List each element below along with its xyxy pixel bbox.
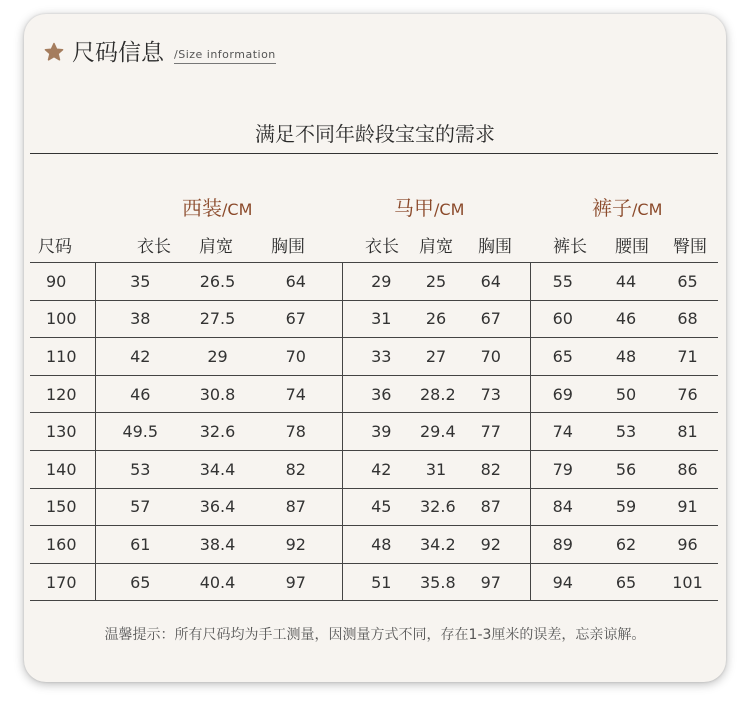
table-row <box>30 450 718 488</box>
column-header: 臀围 <box>673 237 707 257</box>
table-caption: 满足不同年龄段宝宝的需求 <box>255 122 495 146</box>
measurement-cell: 68 <box>657 300 718 338</box>
column-header: 肩宽 <box>199 237 233 257</box>
measurement-cell: 81 <box>657 413 718 451</box>
measurement-cell: 56 <box>595 450 657 488</box>
measurement-cell: 96 <box>657 526 718 564</box>
column-header: 胸围 <box>271 237 305 257</box>
measurement-cell: 78 <box>250 413 342 451</box>
star-icon <box>44 42 64 62</box>
page-title: 尺码信息 <box>72 40 164 66</box>
measurement-cell: 31 <box>420 450 452 488</box>
group-unit: /CM <box>434 200 465 219</box>
measurement-cell: 35.8 <box>420 563 452 601</box>
measurement-cell: 26 <box>420 300 452 338</box>
page-title-en: /Size information <box>174 48 276 64</box>
measurement-cell: 28.2 <box>420 375 452 413</box>
measurement-cell: 39 <box>342 413 420 451</box>
size-table-body <box>30 263 718 601</box>
group-header-pants <box>592 192 662 221</box>
measurement-cell: 84 <box>530 488 595 526</box>
group-name: 马甲 <box>394 196 434 220</box>
measurement-cell: 48 <box>342 526 420 564</box>
size-cell: 170 <box>30 563 95 601</box>
measurement-cell: 74 <box>250 375 342 413</box>
measurement-cell: 46 <box>95 375 185 413</box>
column-header: 衣长 <box>365 237 399 257</box>
measurement-cell: 45 <box>342 488 420 526</box>
column-header: 衣长 <box>137 237 171 257</box>
measurement-cell: 62 <box>595 526 657 564</box>
measurement-cell: 65 <box>595 563 657 601</box>
group-unit: /CM <box>632 200 663 219</box>
measurement-cell: 32.6 <box>185 413 250 451</box>
measurement-cell: 101 <box>657 563 718 601</box>
measurement-cell: 51 <box>342 563 420 601</box>
measurement-cell: 67 <box>452 300 530 338</box>
table-row <box>30 263 718 301</box>
measurement-cell: 71 <box>657 338 718 376</box>
group-unit: /CM <box>222 200 253 219</box>
measurement-cell: 25 <box>420 263 452 301</box>
tip-note: 温馨提示：所有尺码均为手工测量，因测量方式不同，存在1-3厘米的误差，忘亲谅解。 <box>104 627 646 643</box>
size-cell: 130 <box>30 413 95 451</box>
table-row <box>30 488 718 526</box>
measurement-cell: 34.2 <box>420 526 452 564</box>
measurement-cell: 94 <box>530 563 595 601</box>
table-row <box>30 300 718 338</box>
group-header-vest <box>394 192 464 221</box>
measurement-cell: 38.4 <box>185 526 250 564</box>
measurement-cell: 97 <box>452 563 530 601</box>
measurement-cell: 29 <box>185 338 250 376</box>
measurement-cell: 87 <box>250 488 342 526</box>
measurement-cell: 92 <box>452 526 530 564</box>
column-header-size: 尺码 <box>38 237 72 257</box>
table-row <box>30 413 718 451</box>
measurement-cell: 76 <box>657 375 718 413</box>
measurement-cell: 61 <box>95 526 185 564</box>
measurement-cell: 82 <box>452 450 530 488</box>
measurement-cell: 97 <box>250 563 342 601</box>
measurement-cell: 67 <box>250 300 342 338</box>
measurement-cell: 38 <box>95 300 185 338</box>
measurement-cell: 55 <box>530 263 595 301</box>
measurement-cell: 33 <box>342 338 420 376</box>
measurement-cell: 59 <box>595 488 657 526</box>
measurement-cell: 36.4 <box>185 488 250 526</box>
measurement-cell: 70 <box>452 338 530 376</box>
measurement-cell: 31 <box>342 300 420 338</box>
measurement-cell: 27 <box>420 338 452 376</box>
table-row <box>30 563 718 601</box>
column-header: 肩宽 <box>419 237 453 257</box>
measurement-cell: 73 <box>452 375 530 413</box>
column-header: 腰围 <box>615 237 649 257</box>
size-cell: 100 <box>30 300 95 338</box>
group-header-suit <box>182 192 252 221</box>
table-row <box>30 338 718 376</box>
measurement-cell: 42 <box>95 338 185 376</box>
column-header: 裤长 <box>553 237 587 257</box>
size-table <box>30 262 718 601</box>
measurement-cell: 50 <box>595 375 657 413</box>
measurement-cell: 69 <box>530 375 595 413</box>
measurement-cell: 82 <box>250 450 342 488</box>
size-cell: 150 <box>30 488 95 526</box>
measurement-cell: 53 <box>595 413 657 451</box>
column-header: 胸围 <box>478 237 512 257</box>
measurement-cell: 36 <box>342 375 420 413</box>
measurement-cell: 29.4 <box>420 413 452 451</box>
measurement-cell: 42 <box>342 450 420 488</box>
size-cell: 120 <box>30 375 95 413</box>
measurement-cell: 53 <box>95 450 185 488</box>
size-cell: 160 <box>30 526 95 564</box>
size-cell: 110 <box>30 338 95 376</box>
measurement-cell: 89 <box>530 526 595 564</box>
measurement-cell: 65 <box>95 563 185 601</box>
measurement-cell: 44 <box>595 263 657 301</box>
measurement-cell: 79 <box>530 450 595 488</box>
measurement-cell: 74 <box>530 413 595 451</box>
measurement-cell: 57 <box>95 488 185 526</box>
measurement-cell: 49.5 <box>95 413 185 451</box>
measurement-cell: 46 <box>595 300 657 338</box>
measurement-cell: 65 <box>530 338 595 376</box>
group-name: 西装 <box>182 196 222 220</box>
measurement-cell: 92 <box>250 526 342 564</box>
size-cell: 140 <box>30 450 95 488</box>
measurement-cell: 86 <box>657 450 718 488</box>
measurement-cell: 40.4 <box>185 563 250 601</box>
measurement-cell: 26.5 <box>185 263 250 301</box>
measurement-cell: 60 <box>530 300 595 338</box>
section-header <box>44 38 276 68</box>
measurement-cell: 70 <box>250 338 342 376</box>
measurement-cell: 65 <box>657 263 718 301</box>
measurement-cell: 30.8 <box>185 375 250 413</box>
measurement-cell: 77 <box>452 413 530 451</box>
measurement-cell: 87 <box>452 488 530 526</box>
measurement-cell: 32.6 <box>420 488 452 526</box>
measurement-cell: 29 <box>342 263 420 301</box>
measurement-cell: 64 <box>250 263 342 301</box>
measurement-cell: 27.5 <box>185 300 250 338</box>
table-row <box>30 375 718 413</box>
size-cell: 90 <box>30 263 95 301</box>
measurement-cell: 64 <box>452 263 530 301</box>
measurement-cell: 34.4 <box>185 450 250 488</box>
measurement-cell: 35 <box>95 263 185 301</box>
table-row <box>30 526 718 564</box>
group-name: 裤子 <box>592 196 632 220</box>
size-info-card <box>24 14 726 682</box>
measurement-cell: 48 <box>595 338 657 376</box>
measurement-cell: 91 <box>657 488 718 526</box>
top-divider <box>30 153 718 154</box>
